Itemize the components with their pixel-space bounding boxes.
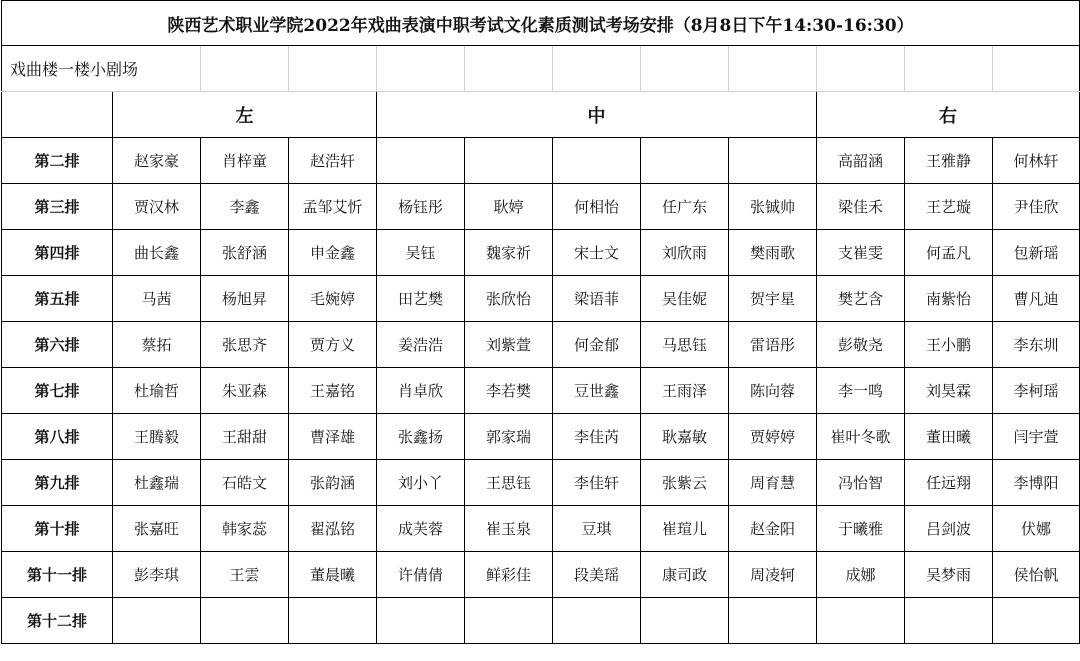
empty-cell (289, 46, 377, 92)
seat-cell: 彭敬尧 (817, 322, 905, 368)
seat-cell (993, 598, 1080, 644)
seat-cell (817, 598, 905, 644)
seat-cell: 朱亚森 (201, 368, 289, 414)
seat-cell: 尹佳欣 (993, 184, 1080, 230)
seat-cell: 张韵涵 (289, 460, 377, 506)
seat-row (2, 322, 1080, 368)
seat-cell: 康司政 (641, 552, 729, 598)
section-middle-header: 中 (377, 92, 817, 138)
seat-cell: 何孟凡 (905, 230, 993, 276)
empty-cell (201, 46, 289, 92)
seat-cell: 蔡拓 (113, 322, 201, 368)
seat-row (2, 276, 1080, 322)
seat-cell (905, 598, 993, 644)
seat-cell: 曹泽雄 (289, 414, 377, 460)
seating-table (1, 0, 1080, 644)
section-right-header: 右 (817, 92, 1080, 138)
seat-cell: 崔叶冬歌 (817, 414, 905, 460)
empty-cell (817, 46, 905, 92)
seat-cell: 何林轩 (993, 138, 1080, 184)
row-label: 第十排 (2, 506, 113, 552)
seat-cell: 郭家瑞 (465, 414, 553, 460)
row-label: 第七排 (2, 368, 113, 414)
seat-row (2, 230, 1080, 276)
seat-cell: 彭李琪 (113, 552, 201, 598)
seat-row (2, 598, 1080, 644)
seat-cell: 张欣怡 (465, 276, 553, 322)
seat-cell: 雷语彤 (729, 322, 817, 368)
seat-cell: 赵浩轩 (289, 138, 377, 184)
seat-cell (377, 598, 465, 644)
seat-cell: 杨旭昇 (201, 276, 289, 322)
seat-cell: 王嘉铭 (289, 368, 377, 414)
seat-cell: 李鑫 (201, 184, 289, 230)
seat-cell: 梁佳禾 (817, 184, 905, 230)
seat-cell: 宋士文 (553, 230, 641, 276)
seat-cell: 王甜甜 (201, 414, 289, 460)
seat-cell: 鲜彩佳 (465, 552, 553, 598)
seat-cell: 王思钰 (465, 460, 553, 506)
seat-cell: 申金鑫 (289, 230, 377, 276)
seat-cell: 刘昊霖 (905, 368, 993, 414)
seat-cell: 任远翔 (905, 460, 993, 506)
seat-row (2, 368, 1080, 414)
seat-cell (201, 598, 289, 644)
seat-cell (289, 598, 377, 644)
seat-cell: 李佳轩 (553, 460, 641, 506)
seat-cell: 于曦雅 (817, 506, 905, 552)
seat-cell: 包新瑶 (993, 230, 1080, 276)
seat-cell (377, 138, 465, 184)
seat-cell: 侯怡帆 (993, 552, 1080, 598)
seat-cell: 闫宇萱 (993, 414, 1080, 460)
seat-cell: 李柯瑶 (993, 368, 1080, 414)
seat-cell: 崔瑄儿 (641, 506, 729, 552)
seat-cell: 王雅静 (905, 138, 993, 184)
seat-cell: 杨钰彤 (377, 184, 465, 230)
seat-cell: 豆琪 (553, 506, 641, 552)
seat-cell: 伏娜 (993, 506, 1080, 552)
seat-cell: 樊雨歌 (729, 230, 817, 276)
seat-cell (553, 138, 641, 184)
seat-cell: 王艺璇 (905, 184, 993, 230)
seat-cell: 何金郁 (553, 322, 641, 368)
seat-cell: 毛婉婷 (289, 276, 377, 322)
seat-cell: 樊艺含 (817, 276, 905, 322)
seat-cell: 石皓文 (201, 460, 289, 506)
seat-cell: 陈向蓉 (729, 368, 817, 414)
seat-row (2, 184, 1080, 230)
seat-cell: 肖梓童 (201, 138, 289, 184)
seat-cell: 耿婷 (465, 184, 553, 230)
empty-cell (905, 46, 993, 92)
seat-cell: 周育慧 (729, 460, 817, 506)
seat-cell: 高韶涵 (817, 138, 905, 184)
seat-cell (113, 598, 201, 644)
row-label: 第十一排 (2, 552, 113, 598)
seat-cell: 赵家豪 (113, 138, 201, 184)
seat-row (2, 506, 1080, 552)
seat-cell: 支崔雯 (817, 230, 905, 276)
seat-cell: 杜鑫瑞 (113, 460, 201, 506)
seat-cell: 曲长鑫 (113, 230, 201, 276)
row-label: 第六排 (2, 322, 113, 368)
seat-cell: 吴梦雨 (905, 552, 993, 598)
row-label: 第三排 (2, 184, 113, 230)
seat-cell: 崔玉泉 (465, 506, 553, 552)
seat-cell: 贾婷婷 (729, 414, 817, 460)
seat-cell: 任广东 (641, 184, 729, 230)
seat-cell: 成芙蓉 (377, 506, 465, 552)
seat-cell: 贺宇星 (729, 276, 817, 322)
seat-cell: 冯怡智 (817, 460, 905, 506)
seat-cell: 李若樊 (465, 368, 553, 414)
venue-label: 戏曲楼一楼小剧场 (2, 46, 201, 92)
seat-cell: 何相怡 (553, 184, 641, 230)
seat-cell: 梁语菲 (553, 276, 641, 322)
seat-cell: 王雲 (201, 552, 289, 598)
seat-cell: 赵金阳 (729, 506, 817, 552)
seat-cell (465, 138, 553, 184)
corner-cell (2, 92, 113, 138)
seat-row (2, 460, 1080, 506)
seat-cell: 王雨泽 (641, 368, 729, 414)
seat-cell: 田艺樊 (377, 276, 465, 322)
seat-cell (729, 598, 817, 644)
empty-cell (641, 46, 729, 92)
empty-cell (377, 46, 465, 92)
seat-cell: 南紫怡 (905, 276, 993, 322)
seat-cell: 张紫云 (641, 460, 729, 506)
seat-row (2, 552, 1080, 598)
seat-row (2, 138, 1080, 184)
empty-cell (729, 46, 817, 92)
seat-cell: 耿嘉敏 (641, 414, 729, 460)
seat-row (2, 414, 1080, 460)
row-label: 第四排 (2, 230, 113, 276)
seat-cell (465, 598, 553, 644)
seat-cell: 许倩倩 (377, 552, 465, 598)
seat-cell: 马茜 (113, 276, 201, 322)
seat-cell: 张嘉旺 (113, 506, 201, 552)
seat-cell: 贾汉林 (113, 184, 201, 230)
seat-cell: 王小鹏 (905, 322, 993, 368)
seat-cell: 豆世鑫 (553, 368, 641, 414)
seat-cell (553, 598, 641, 644)
seat-cell (729, 138, 817, 184)
seat-cell: 王腾毅 (113, 414, 201, 460)
seat-cell: 张鑫扬 (377, 414, 465, 460)
seat-cell: 李东圳 (993, 322, 1080, 368)
seat-cell: 李博阳 (993, 460, 1080, 506)
seat-cell: 杜瑜哲 (113, 368, 201, 414)
seat-cell: 刘小丫 (377, 460, 465, 506)
seat-cell: 曹凡迪 (993, 276, 1080, 322)
seat-cell: 刘紫萱 (465, 322, 553, 368)
seat-cell: 李一鸣 (817, 368, 905, 414)
seat-cell: 段美瑶 (553, 552, 641, 598)
seat-cell: 肖卓欣 (377, 368, 465, 414)
seat-cell: 董晨曦 (289, 552, 377, 598)
seat-cell: 姜浩浩 (377, 322, 465, 368)
seat-cell: 韩家蕊 (201, 506, 289, 552)
page-title: 陕西艺术职业学院2022年戏曲表演中职考试文化素质测试考场安排（8月8日下午14:30-16:30） (2, 1, 1080, 46)
seat-cell: 董田曦 (905, 414, 993, 460)
seat-cell: 吕剑波 (905, 506, 993, 552)
row-label: 第九排 (2, 460, 113, 506)
row-label: 第五排 (2, 276, 113, 322)
seat-cell (641, 138, 729, 184)
seat-cell: 吴佳妮 (641, 276, 729, 322)
empty-cell (465, 46, 553, 92)
seat-cell: 周凌轲 (729, 552, 817, 598)
row-label: 第十二排 (2, 598, 113, 644)
section-left-header: 左 (113, 92, 377, 138)
seat-cell: 魏家祈 (465, 230, 553, 276)
empty-cell (553, 46, 641, 92)
seat-cell: 贾方义 (289, 322, 377, 368)
seat-cell: 马思钰 (641, 322, 729, 368)
seat-cell (641, 598, 729, 644)
seat-cell: 刘欣雨 (641, 230, 729, 276)
seat-cell: 成娜 (817, 552, 905, 598)
seat-cell: 翟泓铭 (289, 506, 377, 552)
row-label: 第八排 (2, 414, 113, 460)
seat-cell: 吴钰 (377, 230, 465, 276)
seat-cell: 孟邹艾忻 (289, 184, 377, 230)
empty-cell (993, 46, 1080, 92)
seat-cell: 张思齐 (201, 322, 289, 368)
seat-cell: 张铖帅 (729, 184, 817, 230)
seat-cell: 李佳芮 (553, 414, 641, 460)
row-label: 第二排 (2, 138, 113, 184)
seat-cell: 张舒涵 (201, 230, 289, 276)
